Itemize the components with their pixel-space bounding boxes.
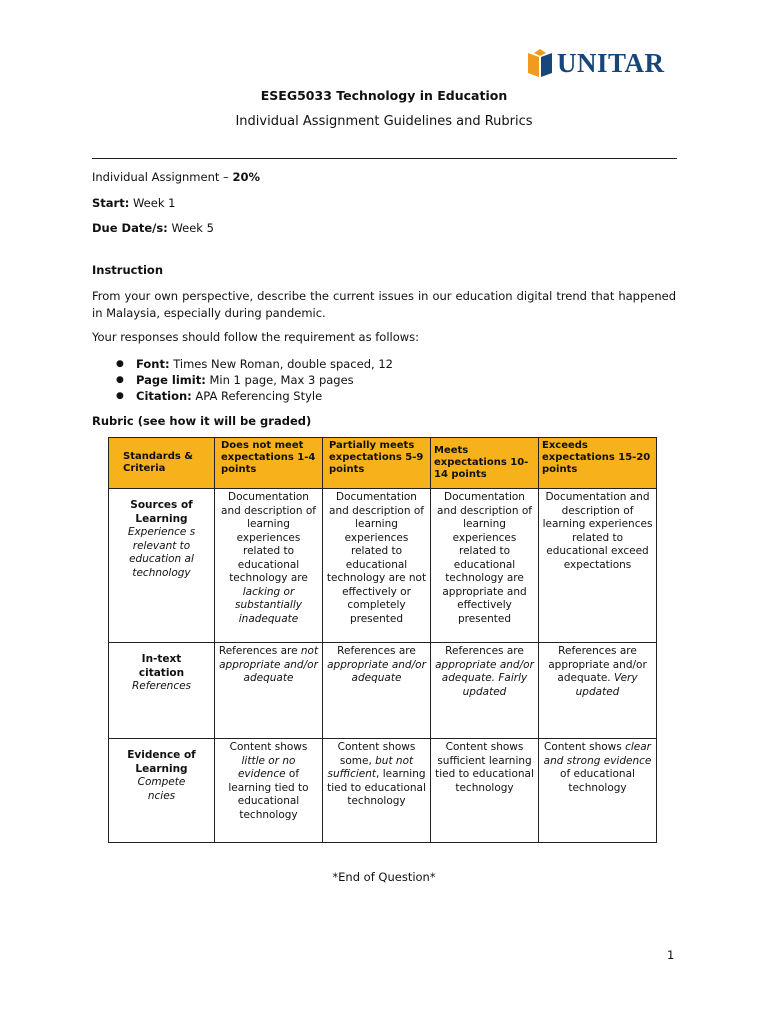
requirement-value: Min 1 page, Max 3 pages: [205, 373, 354, 387]
list-item: [116, 356, 393, 372]
cell-text: , learning tied to educational technology: [327, 768, 426, 807]
document-subtitle: Individual Assignment Guidelines and Rubrics: [235, 114, 533, 129]
cell-emphasis: lacking or substantially inadequate: [235, 585, 302, 625]
criterion-note: Compete ncies: [137, 776, 186, 802]
cell-emphasis: little or no evidence: [237, 754, 296, 780]
start-line: [92, 196, 175, 210]
rubric-cell: [539, 739, 657, 843]
due-date-value: Week 5: [167, 221, 214, 235]
rubric-cell: [215, 739, 323, 843]
criterion-cell: [109, 489, 215, 643]
start-value: Week 1: [129, 196, 176, 210]
rubric-cell: [431, 643, 539, 739]
header-exceeds: Exceeds expectations 15-20 points: [539, 438, 657, 489]
rubric-cell: [215, 643, 323, 739]
header-partially-meets: Partially meets expectations 5-9 points: [323, 438, 431, 489]
criterion-note: References: [131, 680, 192, 692]
cell-text: of learning tied to educational technology: [228, 768, 309, 821]
cell-text: Content shows some,: [337, 741, 416, 767]
cell-text: of educational technology: [560, 768, 635, 794]
assignment-weight: 20%: [232, 170, 260, 184]
bullet-icon: ●: [116, 359, 124, 369]
bullet-icon: ●: [116, 391, 124, 401]
cell-text: Content shows: [229, 741, 308, 753]
requirement-value: Times New Roman, double spaced, 12: [169, 357, 393, 371]
criterion-cell: [109, 739, 215, 843]
requirement-label: Citation:: [136, 389, 192, 403]
cell-emphasis: clear and strong evidence: [543, 741, 652, 767]
unitar-logo: [526, 46, 665, 80]
assignment-line: [92, 170, 260, 184]
cell-emphasis: not appropriate and/or adequate: [219, 645, 319, 684]
header-divider: [92, 158, 677, 159]
cell-emphasis: but not sufficient: [327, 754, 414, 780]
table-row: [109, 739, 657, 843]
rubric-cell: [323, 643, 431, 739]
cell-text: Content shows: [544, 741, 626, 753]
criterion-title: Evidence of Learning: [127, 749, 196, 775]
rubric-cell: Documentation and description of learning experiences related to educational technology are not effectively or completely presented: [323, 489, 431, 643]
cell-text: References are: [337, 645, 416, 657]
book-logo-icon: [526, 47, 554, 79]
start-label: Start:: [92, 196, 130, 210]
rubric-header-row: [109, 438, 657, 489]
due-date-line: [92, 221, 214, 235]
rubric-cell: [539, 643, 657, 739]
requirement-label: Font:: [136, 357, 170, 371]
logo-text: UNITAR: [557, 47, 665, 78]
criterion-cell: [109, 643, 215, 739]
rubric-cell: Documentation and description of learning experiences related to educational technology are appropriate and effectively presented: [431, 489, 539, 643]
header-does-not-meet: Does not meet expectations 1-4 points: [215, 438, 323, 489]
rubric-cell: Content shows sufficient learning tied to educational technology: [431, 739, 539, 843]
requirements-list: [116, 356, 393, 404]
course-title: ESEG5033 Technology in Education: [260, 88, 508, 103]
cell-emphasis: Very updated: [575, 672, 638, 698]
header-standards: Standards & Criteria: [109, 438, 215, 489]
cell-text: References are appropriate and/or adequate.: [548, 645, 647, 684]
cell-emphasis: appropriate and/or adequate. Fairly updated: [435, 658, 534, 698]
due-date-label: Due Date/s:: [92, 221, 168, 235]
rubric-cell: [215, 489, 323, 643]
header-meets: Meets expectations 10-14 points: [431, 438, 539, 489]
requirement-value: APA Referencing Style: [191, 389, 323, 403]
criterion-note: Experience s relevant to education al technology: [127, 526, 196, 579]
rubric-cell: [323, 739, 431, 843]
rubric-table: [108, 437, 657, 843]
cell-text: References are: [445, 645, 524, 657]
table-row: [109, 489, 657, 643]
rubric-cell: Documentation and description of learning experiences related to educational exceed expectations: [539, 489, 657, 643]
page-number: 1: [667, 948, 675, 962]
list-item: [116, 388, 393, 404]
criterion-title: Sources of Learning: [130, 499, 193, 525]
instruction-text: From your own perspective, describe the current issues in our education digital trend that happened in Malaysia, especially during pandemic.: [92, 289, 676, 320]
table-row: [109, 643, 657, 739]
cell-text: Documentation and description of learning experiences related to educational technology are: [221, 491, 316, 584]
end-of-question: *End of Question*: [332, 870, 436, 884]
cell-emphasis: appropriate and/or adequate: [327, 658, 426, 684]
bullet-icon: ●: [116, 375, 124, 385]
requirement-label: Page limit:: [136, 373, 206, 387]
rubric-heading: Rubric (see how it will be graded): [92, 414, 312, 428]
list-item: [116, 372, 393, 388]
cell-text: References are: [218, 645, 301, 657]
requirements-intro: Your responses should follow the requirement as follows:: [92, 330, 420, 344]
assignment-label: Individual Assignment –: [92, 170, 233, 184]
criterion-title: In-text citation: [138, 653, 185, 679]
instruction-heading: Instruction: [92, 263, 164, 277]
